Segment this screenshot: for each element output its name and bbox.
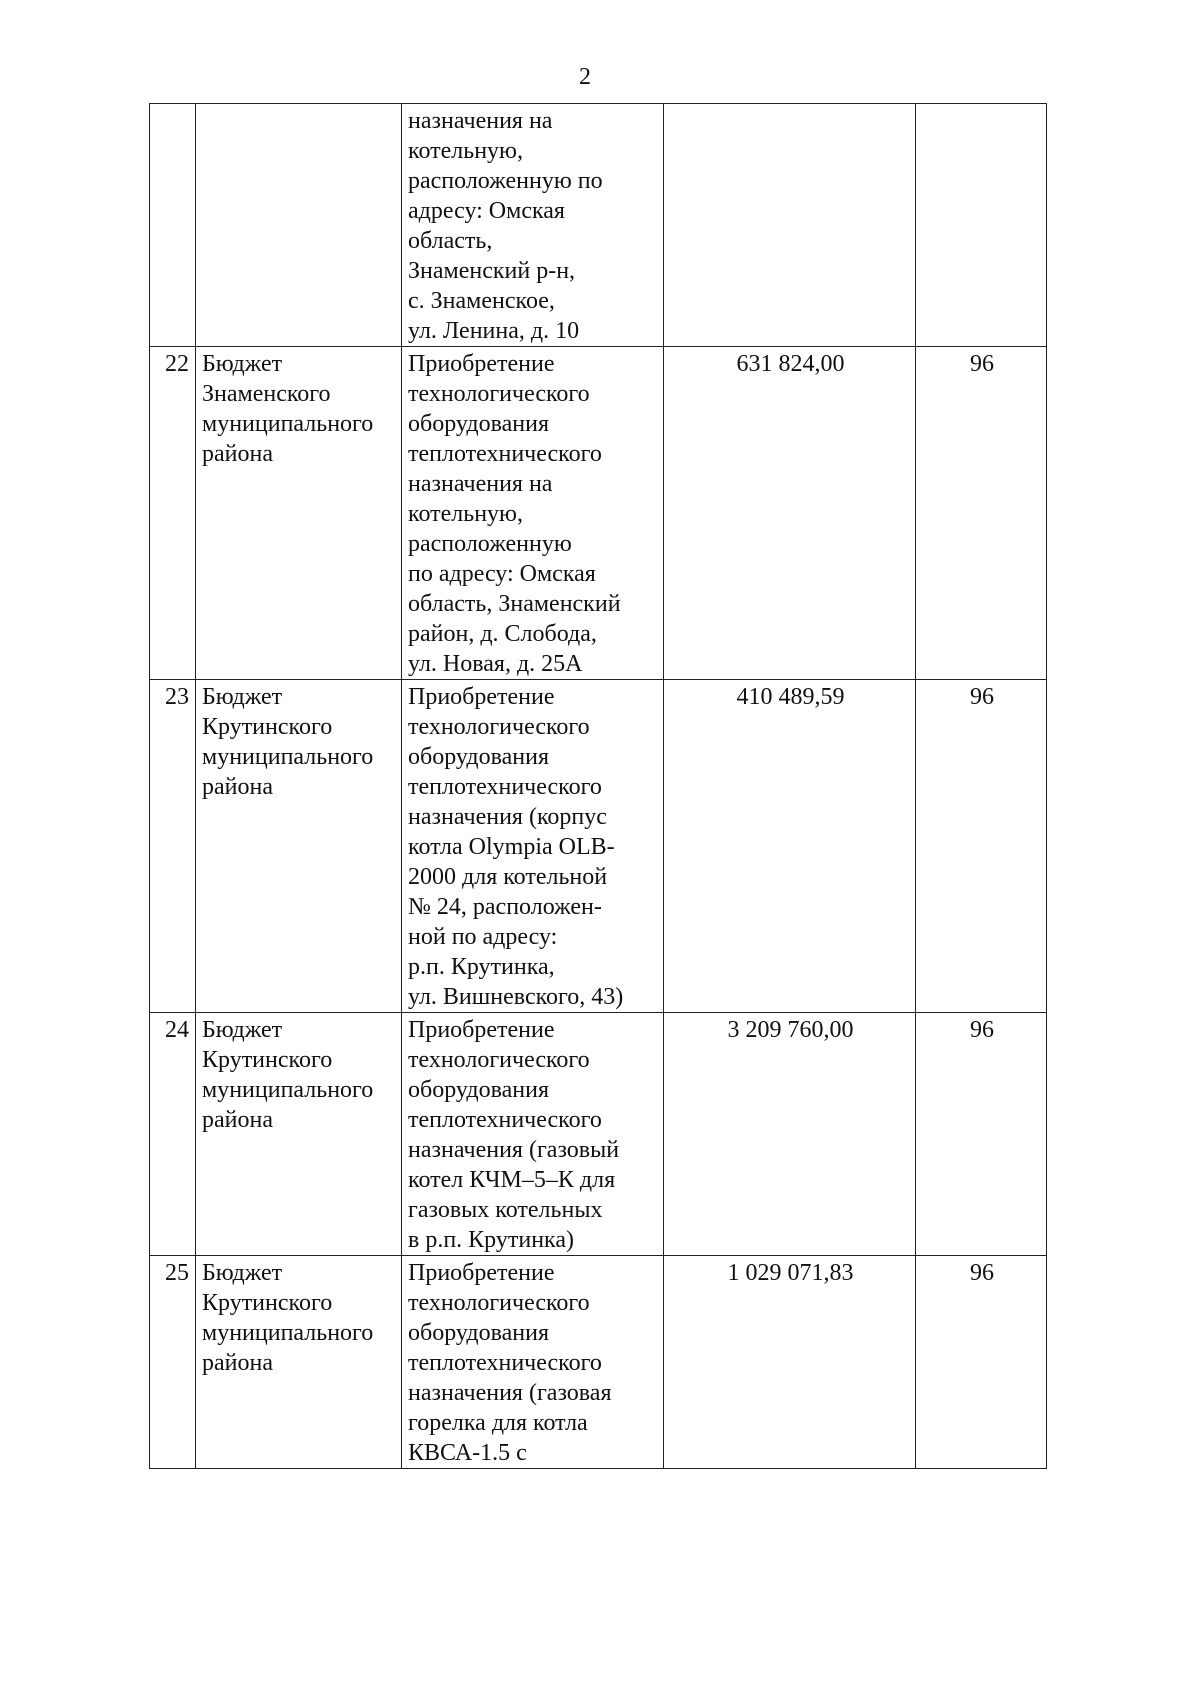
budget-source-line: Бюджет <box>202 1260 283 1286</box>
row-number-cell: 23 <box>150 680 196 1013</box>
description-line: Приобретение <box>408 1017 555 1043</box>
description-line: котельную, <box>408 501 523 527</box>
description-line: область, <box>408 228 493 254</box>
budget-source-line: муниципального <box>202 411 374 437</box>
budget-source-line: района <box>202 1107 273 1133</box>
amount-cell: 410 489,59 <box>664 680 916 1013</box>
budget-source-line: Знаменского <box>202 381 331 407</box>
description-cell <box>402 680 664 1013</box>
description-line: Знаменский р-н, <box>408 258 576 284</box>
description-line: по адресу: Омская <box>408 561 596 587</box>
description-line: КВСА-1.5 с <box>408 1440 527 1466</box>
description-line: Приобретение <box>408 684 555 710</box>
description-line: котел КЧМ–5–К для <box>408 1167 616 1193</box>
description-line: технологического <box>408 381 590 407</box>
page-number: 2 <box>579 64 591 90</box>
description-line: Приобретение <box>408 1260 555 1286</box>
description-line: котельную, <box>408 138 523 164</box>
description-cell <box>402 104 664 347</box>
description-line: ной по адресу: <box>408 924 558 950</box>
table-row <box>150 347 1047 680</box>
budget-source-line: муниципального <box>202 744 374 770</box>
description-line: теплотехнического <box>408 1350 602 1376</box>
table-row <box>150 680 1047 1013</box>
description-line: адресу: Омская <box>408 198 565 224</box>
description-line: назначения (газовый <box>408 1137 620 1163</box>
description-line: оборудования <box>408 411 549 437</box>
budget-source-line: района <box>202 441 273 467</box>
budget-source-line: Бюджет <box>202 684 283 710</box>
amount-cell: 631 824,00 <box>664 347 916 680</box>
description-line: назначения на <box>408 471 553 497</box>
budget-source-line: муниципального <box>202 1077 374 1103</box>
row-number-cell: 22 <box>150 347 196 680</box>
description-line: область, Знаменский <box>408 591 621 617</box>
description-line: технологического <box>408 714 590 740</box>
percent-cell: 96 <box>916 347 1047 680</box>
description-line: район, д. Слобода, <box>408 621 597 647</box>
description-line: назначения на <box>408 108 553 134</box>
amount-cell: 3 209 760,00 <box>664 1013 916 1256</box>
description-line: газовых котельных <box>408 1197 603 1223</box>
budget-source-line: Крутинского <box>202 714 333 740</box>
budget-source-line: Бюджет <box>202 1017 283 1043</box>
budget-source-line: Крутинского <box>202 1290 333 1316</box>
row-number-cell: 24 <box>150 1013 196 1256</box>
description-line: оборудования <box>408 744 549 770</box>
description-line: 2000 для котельной <box>408 864 608 890</box>
percent-cell: 96 <box>916 1013 1047 1256</box>
row-number-cell <box>150 104 196 347</box>
percent-cell <box>916 104 1047 347</box>
description-line: технологического <box>408 1047 590 1073</box>
amount-cell: 1 029 071,83 <box>664 1256 916 1469</box>
allocation-table <box>149 103 1047 1469</box>
description-line: теплотехнического <box>408 774 602 800</box>
description-line: теплотехнического <box>408 441 602 467</box>
table-row <box>150 1013 1047 1256</box>
description-line: ул. Вишневского, 43) <box>408 984 624 1010</box>
description-line: горелка для котла <box>408 1410 588 1436</box>
description-line: теплотехнического <box>408 1107 602 1133</box>
description-line: расположенную <box>408 531 572 557</box>
description-cell <box>402 347 664 680</box>
budget-source-line: муниципального <box>202 1320 374 1346</box>
description-line: расположенную по <box>408 168 603 194</box>
description-line: назначения (корпус <box>408 804 607 830</box>
description-line: оборудования <box>408 1077 549 1103</box>
budget-source-line: района <box>202 774 273 800</box>
table-row <box>150 104 1047 347</box>
description-line: ул. Новая, д. 25А <box>408 651 583 677</box>
budget-source-cell <box>196 680 402 1013</box>
description-line: назначения (газовая <box>408 1380 612 1406</box>
amount-cell <box>664 104 916 347</box>
budget-source-line: Крутинского <box>202 1047 333 1073</box>
budget-source-cell <box>196 104 402 347</box>
budget-source-cell <box>196 1256 402 1469</box>
table-row <box>150 1256 1047 1469</box>
description-line: оборудования <box>408 1320 549 1346</box>
description-line: в р.п. Крутинка) <box>408 1227 574 1253</box>
row-number-cell: 25 <box>150 1256 196 1469</box>
budget-source-line: района <box>202 1350 273 1376</box>
description-cell <box>402 1256 664 1469</box>
budget-source-cell <box>196 347 402 680</box>
percent-cell: 96 <box>916 680 1047 1013</box>
description-line: технологического <box>408 1290 590 1316</box>
description-line: котла Olympia OLB- <box>408 834 615 860</box>
description-line: р.п. Крутинка, <box>408 954 555 980</box>
budget-source-cell <box>196 1013 402 1256</box>
description-line: ул. Ленина, д. 10 <box>408 318 580 344</box>
table-body <box>150 104 1047 1469</box>
budget-source-line: Бюджет <box>202 351 283 377</box>
description-cell <box>402 1013 664 1256</box>
description-line: № 24, расположен- <box>408 894 602 920</box>
description-line: с. Знаменское, <box>408 288 555 314</box>
description-line: Приобретение <box>408 351 555 377</box>
percent-cell: 96 <box>916 1256 1047 1469</box>
